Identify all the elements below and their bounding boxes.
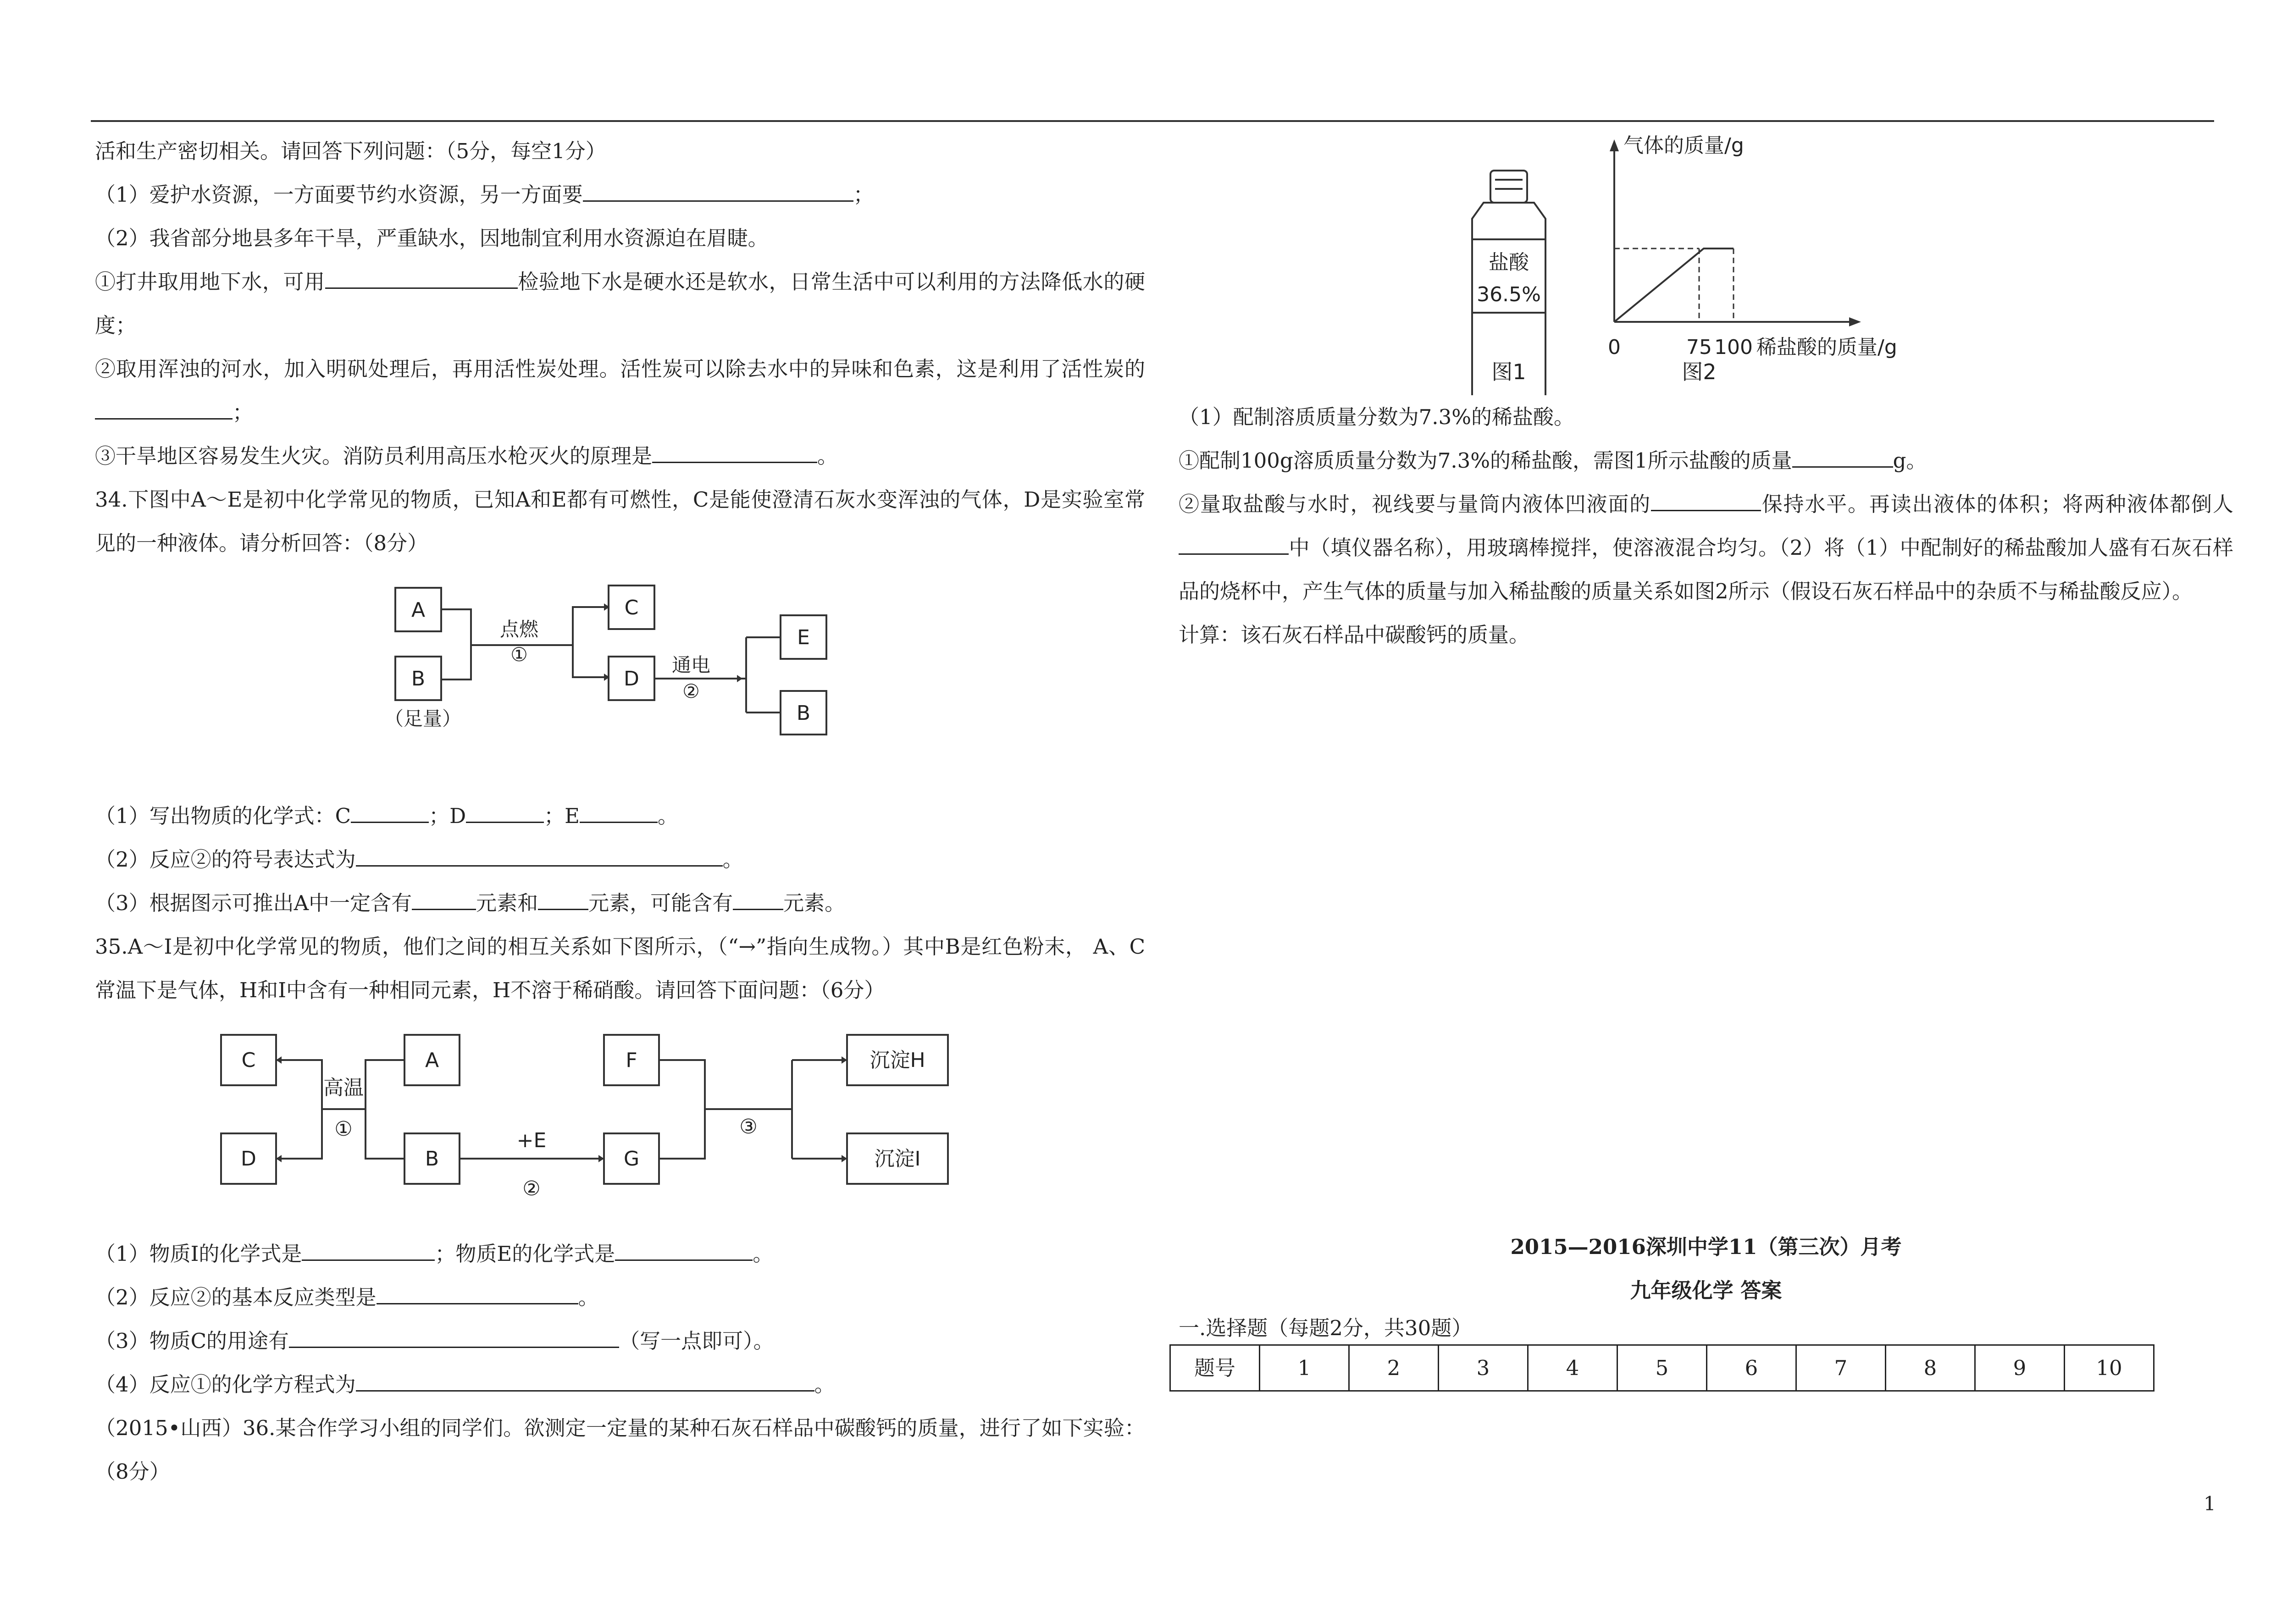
answer-blank[interactable] (1792, 448, 1893, 468)
node-b2: B (796, 702, 811, 725)
q34-diagram-svg (95, 565, 1145, 794)
answer-blank[interactable] (615, 1241, 753, 1261)
q33-part1: （1）爱护水资源，一方面要节约水资源，另一方面要 ； (95, 182, 874, 207)
node-e: E (797, 626, 810, 649)
q36-part1: （1）配制溶质质量分数为7.3%的稀盐酸。 (1179, 405, 1574, 429)
header-rule (91, 120, 2214, 122)
q34-intro: 34.下图中A～E是初中化学常见的物质，已知A和E都有可燃性，C是能使澄清石灰水变浑浊的气体，D是实验室常见的一种液体。请分析回答：（8分） (95, 487, 1145, 555)
answer-blank[interactable] (1651, 492, 1761, 511)
q36-figures (1179, 129, 2233, 395)
figure1-caption: 图1 (1491, 359, 1526, 384)
answer-blank[interactable] (652, 443, 817, 463)
table-header-cell: 9 (1975, 1345, 2065, 1391)
q33-part2-1: ①打井取用地下水，可用 检验地下水是硬水还是软水，日常生活中可以利用的方法降低水的硬度； (95, 270, 1145, 337)
answer-blank[interactable] (302, 1241, 435, 1261)
x-tick-75: 75 (1686, 336, 1712, 359)
q33-part2-2: ②取用浑浊的河水，加入明矾处理后，再用活性炭处理。活性炭可以除去水中的异味和色素，这是利用了活性炭的； (95, 357, 1145, 425)
answer-blank[interactable] (289, 1328, 619, 1348)
bottle-label-hcl: 盐酸 (1489, 251, 1529, 274)
condition-ignite: 点燃 (499, 618, 539, 641)
reaction-num-1: ① (510, 643, 528, 666)
reaction-num-2: ② (682, 680, 700, 702)
table-header-cell: 6 (1707, 1345, 1796, 1391)
table-header-cell: 7 (1796, 1345, 1886, 1391)
q36-part1-1: ①配制100g溶质质量分数为7.3%的稀盐酸，需图1所示盐酸的质量 g。 (1179, 448, 1927, 473)
gas-mass-line (1614, 249, 1734, 322)
answer-blank[interactable] (583, 182, 853, 202)
left-column (95, 129, 1145, 1493)
answer-blank[interactable] (538, 890, 588, 910)
table-header-cell: 3 (1439, 1345, 1528, 1391)
node-precipitate-i: 沉淀I (874, 1147, 921, 1171)
q34-part2: （2）反应②的符号表达式为 。 (95, 847, 743, 872)
x-tick-0: 0 (1608, 336, 1621, 359)
condition-electrolysis: 通电 (671, 654, 711, 676)
mass-chart (1608, 134, 1897, 384)
page-number: 1 (2204, 1492, 2216, 1515)
table-header-cell: 1 (1260, 1345, 1349, 1391)
q35-diagram (95, 1012, 1145, 1232)
answer-blank[interactable] (95, 400, 233, 420)
answer-blank[interactable] (325, 269, 518, 289)
table-header-cell: 2 (1349, 1345, 1439, 1391)
answer-table-header-row (1170, 1345, 2154, 1391)
node-g: G (623, 1147, 640, 1171)
answer-blank[interactable] (356, 1372, 814, 1392)
table-header-cell: 8 (1886, 1345, 1975, 1391)
node-d: D (624, 667, 639, 690)
table-header-cell: 4 (1528, 1345, 1617, 1391)
bottle-label-percent: 36.5% (1477, 283, 1541, 306)
q35-part2: （2）反应②的基本反应类型是 。 (95, 1285, 599, 1309)
section-heading: 一.选择题（每题2分，共30题） (1179, 1316, 1473, 1340)
x-tick-100: 100 (1714, 336, 1753, 359)
answer-space (1179, 657, 2233, 1225)
q36-figures-svg (1179, 129, 2233, 395)
figure2-caption: 图2 (1682, 359, 1717, 384)
reaction-num-3: ③ (739, 1115, 758, 1138)
node-c: C (241, 1049, 256, 1072)
x-axis-label: 稀盐酸的质量/g (1756, 336, 1897, 359)
q34-part1: （1）写出物质的化学式：C ；D ；E 。 (95, 804, 679, 828)
answer-title: 2015—2016深圳中学11（第三次）月考 (1510, 1235, 1902, 1259)
answer-subtitle: 九年级化学 答案 (1630, 1278, 1782, 1303)
node-d: D (241, 1147, 256, 1171)
node-b: B (425, 1147, 439, 1171)
y-axis-label: 气体的质量/g (1623, 134, 1744, 157)
q36-calculation: 计算：该石灰石样品中碳酸钙的质量。 (1179, 623, 1530, 647)
q33-intro: 活和生产密切相关。请回答下列问题：（5分，每空1分） (95, 139, 606, 163)
q35-part4: （4）反应①的化学方程式为 。 (95, 1372, 835, 1397)
answer-blank[interactable] (733, 890, 783, 910)
q35-part3: （3）物质C的用途有 （写一点即可）。 (95, 1329, 774, 1353)
q36-part1-2: ②量取盐酸与水时，视线要与量筒内液体凹液面的 保持水平。再读出液体的体积；将两种液体都倒人中（填仪器名称），用玻璃棒搅拌，使溶液混合均匀。（2）将（1）中配制好的稀盐酸加人盛有石灰石样品的烧杯中，产生气体的质量与加入稀盐酸的质量关系如图2所示（假设石灰石样品中的杂质不与稀盐酸反应）。 (1179, 492, 2233, 603)
node-a: A (411, 598, 426, 622)
q35-part1: （1）物质I的化学式是 ；物质E的化学式是 。 (95, 1242, 774, 1266)
answer-blank[interactable] (351, 803, 429, 823)
answer-table (1169, 1344, 2155, 1392)
q36-intro: （2015•山西）36.某合作学习小组的同学们。欲测定一定量的某种石灰石样品中碳酸钙的质量，进行了如下实验：（8分） (95, 1416, 1145, 1484)
answer-blank[interactable] (412, 890, 476, 910)
table-header-cell: 10 (2065, 1345, 2154, 1391)
condition-high-temp: 高温 (323, 1076, 364, 1099)
q35-intro: 35.A～I是初中化学常见的物质，他们之间的相互关系如下图所示，（“→”指向生成物。）其中B是红色粉末， A、C常温下是气体，H和I中含有一种相同元素，H不溶于稀硝酸。请回答下面问题：（6分） (95, 934, 1145, 1002)
node-f: F (626, 1049, 637, 1072)
answer-blank[interactable] (580, 803, 658, 823)
answer-blank[interactable] (1179, 535, 1289, 555)
q34-diagram (95, 565, 1145, 794)
q34-part3: （3）根据图示可推出A中一定含有 元素和 元素，可能含有 元素。 (95, 891, 846, 915)
answer-blank[interactable] (466, 803, 544, 823)
q35-diagram-svg (95, 1012, 1145, 1232)
node-precipitate-h: 沉淀H (870, 1049, 925, 1072)
answer-blank[interactable] (356, 847, 723, 867)
node-b: B (411, 667, 426, 690)
label-zuliang: （足量） (384, 707, 462, 730)
answer-blank[interactable] (377, 1285, 578, 1304)
q33-part2-3: ③干旱地区容易发生火灾。消防员利用高压水枪灭火的原理是 。 (95, 444, 838, 468)
node-c: C (624, 596, 639, 619)
reaction-num-2: ② (522, 1177, 541, 1200)
table-header-label: 题号 (1170, 1345, 1260, 1391)
table-header-cell: 5 (1617, 1345, 1707, 1391)
node-a: A (425, 1049, 439, 1072)
condition-plus-e: +E (516, 1129, 547, 1152)
right-column (1179, 129, 2233, 1392)
q33-part2: （2）我省部分地县多年干旱，严重缺水，因地制宜利用水资源迫在眉睫。 (95, 226, 769, 250)
reaction-num-1: ① (334, 1117, 353, 1141)
